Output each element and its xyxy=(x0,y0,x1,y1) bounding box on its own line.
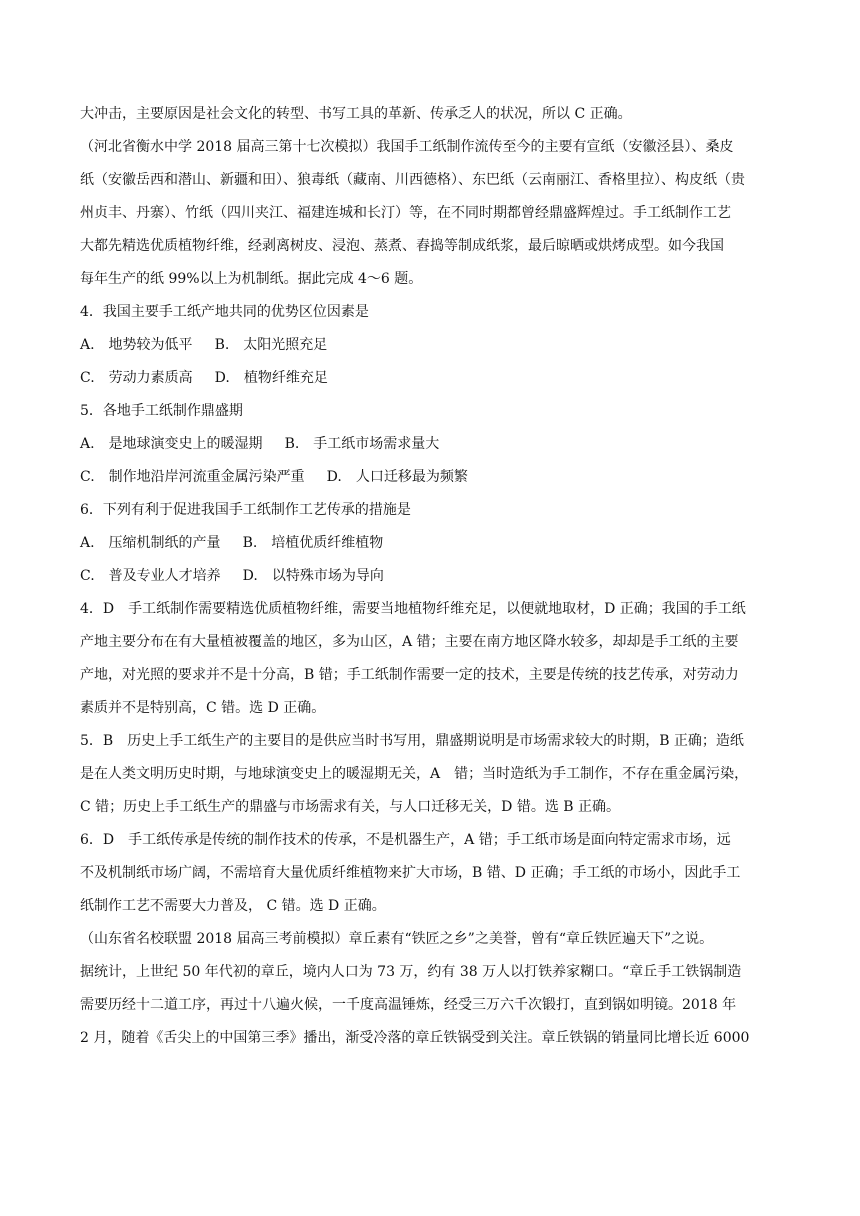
option-b: B. 培植优质纤维植物 xyxy=(242,535,384,551)
option-a: A. 地势较为低平 xyxy=(80,337,193,353)
text-line: （河北省衡水中学 2018 届高三第十七次模拟）我国手工纸制作流传至今的主要有宣纸（安徽泾县）、桑皮 xyxy=(80,139,734,155)
text-line: 州贞丰、丹寨）、竹纸（四川夹江、福建连城和长汀）等，在不同时期都曾经鼎盛辉煌过。手工纸制作工艺 xyxy=(80,205,731,221)
question-6-options-row-1 xyxy=(80,533,383,553)
question-6-options-row-2 xyxy=(80,566,384,586)
question-4-options-row-1 xyxy=(80,335,327,355)
text-line: 每年生产的纸 99%以上为机制纸。据此完成 4～6 题。 xyxy=(80,271,423,287)
text-line: 2 月，随着《舌尖上的中国第三季》播出，渐受冷落的章丘铁锅受到关注。章丘铁锅的销量同比增长近 6000 xyxy=(80,1030,750,1046)
answer-line: 6．D 手工纸传承是传统的制作技术的传承，不是机器生产，A 错；手工纸市场是面向特定需求市场，远 xyxy=(80,832,731,848)
answer-line: 素质并不是特别高，C 错。选 D 正确。 xyxy=(80,700,326,716)
option-c: C. 制作地沿岸河流重金属污染严重 xyxy=(80,469,305,485)
answer-line: 产地主要分布在有大量植被覆盖的地区，多为山区，A 错；主要在南方地区降水较多，却却是手工纸的主要 xyxy=(80,634,739,650)
question-4-options-row-2 xyxy=(80,368,328,388)
option-d: D. 植物纤维充足 xyxy=(214,370,328,386)
option-b: B. 太阳光照充足 xyxy=(214,337,328,353)
answer-line: 5．B 历史上手工纸生产的主要目的是供应当时书写用，鼎盛期说明是市场需求较大的时期，B 正确；造纸 xyxy=(80,733,744,749)
text-line: 据统计，上世纪 50 年代初的章丘，境内人口为 73 万，约有 38 万人以打铁养家糊口。“章丘手工铁锅制造 xyxy=(80,964,742,980)
answer-line: 不及机制纸市场广阔，不需培育大量优质纤维植物来扩大市场，B 错、D 正确；手工纸的市场小，因此手工 xyxy=(80,865,741,881)
text-line: 大都先精选优质植物纤维，经剥离树皮、浸泡、蒸煮、舂捣等制成纸浆，最后晾晒或烘烤成型。如今我国 xyxy=(80,238,724,254)
question-5: 5．各地手工纸制作鼎盛期 xyxy=(80,403,243,419)
option-a: A. 是地球演变史上的暖湿期 xyxy=(80,436,263,452)
answer-line: 是在人类文明历史时期，与地球演变史上的暖湿期无关，A 错；当时造纸为手工制作，不存在重金属污染， xyxy=(80,766,749,782)
option-b: B. 手工纸市场需求量大 xyxy=(284,436,440,452)
text-line: 大冲击，主要原因是社会文化的转型、书写工具的革新、传承乏人的状况，所以 C 正确。 xyxy=(80,106,632,122)
option-c: C. 劳动力素质高 xyxy=(80,370,193,386)
question-6: 6．下列有利于促进我国手工纸制作工艺传承的措施是 xyxy=(80,502,411,518)
option-d: D. 以特殊市场为导向 xyxy=(242,568,384,584)
answer-line: 产地，对光照的要求并不是十分高，B 错；手工纸制作需要一定的技术，主要是传统的技艺传承，对劳动力 xyxy=(80,667,739,683)
option-d: D. 人口迁移最为频繁 xyxy=(326,469,468,485)
question-5-options-row-2 xyxy=(80,467,468,487)
option-a: A. 压缩机制纸的产量 xyxy=(80,535,221,551)
option-c: C. 普及专业人才培养 xyxy=(80,568,221,584)
question-4: 4．我国主要手工纸产地共同的优势区位因素是 xyxy=(80,304,369,320)
answer-line: C 错；历史上手工纸生产的鼎盛与市场需求有关，与人口迁移无关，D 错。选 B 正确。 xyxy=(80,799,621,815)
text-line: （山东省名校联盟 2018 届高三考前模拟）章丘素有“铁匠之乡”之美誉，曾有“章丘铁匠遍天下”之说。 xyxy=(80,931,714,947)
answer-line: 纸制作工艺不需要大力普及， C 错。选 D 正确。 xyxy=(80,898,386,914)
text-line: 需要历经十二道工序，再过十八遍火候，一千度高温锤炼，经受三万六千次锻打，直到锅如明镜。2018 年 xyxy=(80,997,737,1013)
answer-line: 4．D 手工纸制作需要精选优质植物纤维，需要当地植物纤维充足，以便就地取材，D 正确；我国的手工纸 xyxy=(80,601,746,617)
text-line: 纸（安徽岳西和潜山、新疆和田）、狼毒纸（藏南、川西德格）、东巴纸（云南丽江、香格里拉）、构皮纸（贵 xyxy=(80,172,745,188)
question-5-options-row-1 xyxy=(80,434,439,454)
